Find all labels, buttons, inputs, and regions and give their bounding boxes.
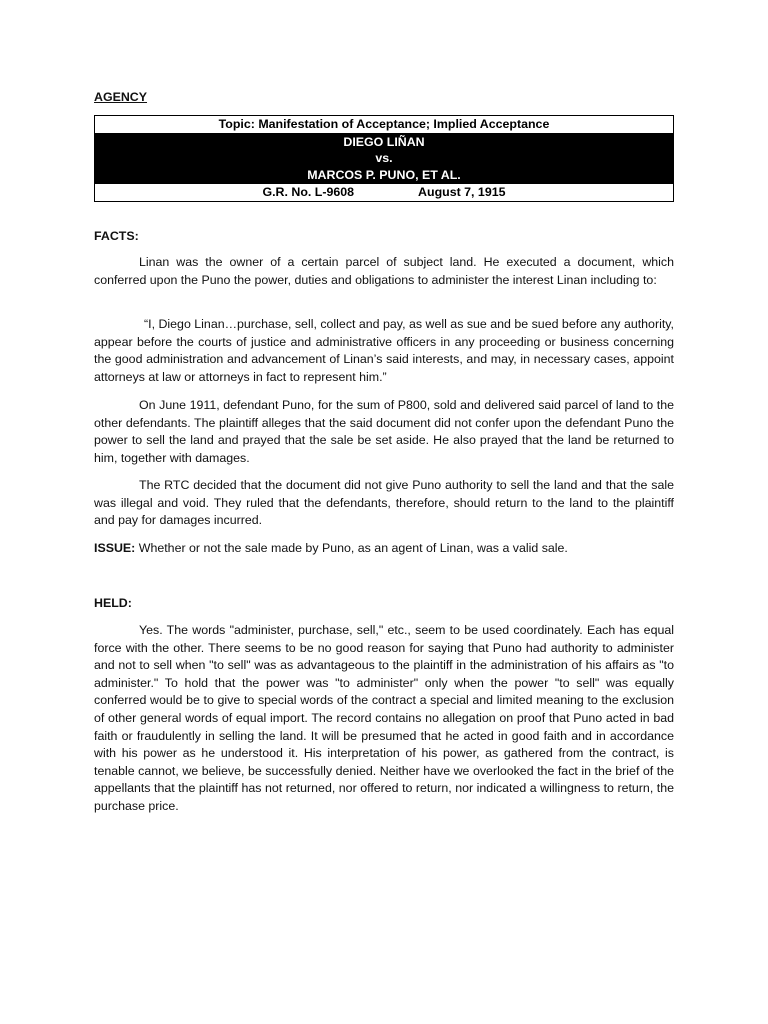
petitioner-name: DIEGO LIÑAN xyxy=(95,134,673,151)
facts-heading: FACTS: xyxy=(94,229,139,243)
issue-paragraph xyxy=(94,540,674,558)
case-topic: Topic: Manifestation of Acceptance; Implied Acceptance xyxy=(95,116,673,134)
held-heading: HELD: xyxy=(94,596,132,610)
facts-paragraph-4: The RTC decided that the document did not give Puno authority to sell the land and that the sale was illegal and void. They ruled that the defendants, therefore, should return to the land to the plaintiff and pay for damages incurred. xyxy=(94,478,674,528)
versus-label: vs. xyxy=(95,150,673,167)
respondent-name: MARCOS P. PUNO, ET AL. xyxy=(95,167,673,184)
issue-label: ISSUE: xyxy=(94,541,136,555)
case-caption-table xyxy=(94,115,674,202)
gr-number: G.R. No. L-9608 xyxy=(262,185,355,199)
facts-paragraph-1: Linan was the owner of a certain parcel of subject land. He executed a document, which conferred upon the Puno the power, duties and obligations to administer the interest Linan including to: xyxy=(94,255,674,287)
issue-text: Whether or not the sale made by Puno, as an agent of Linan, was a valid sale. xyxy=(135,541,568,555)
facts-quote-paragraph: “I, Diego Linan…purchase, sell, collect and pay, as well as sue and be sued before any authority, appear before the courts of justice and administrative officers in any proceeding or business concerning the good administration and advancement of Linan’s said interests, and may, in necessary cases, appoint attorneys at law or attorneys in fact to represent him.” xyxy=(94,317,674,384)
decision-date: August 7, 1915 xyxy=(418,185,506,199)
held-paragraph: Yes. The words "administer, purchase, sell," etc., seem to be used coordinately. Each has equal force with the other. There seems to be no good reason for saying that Puno had authority to administer and not to sell when "to sell" was as advantageous to the plaintiff in the administration of his affairs as "to administer." To hold that the power was "to administer" only when the power "to sell" was equally conferred would be to give to special words of the contract a special and limited meaning to the exclusion of other general words of equal import. The record contains no allegation on proof that Puno acted in bad faith or fraudulently in selling the land. It will be presumed that he acted in good faith and in accordance with his power as he understood it. His interpretation of his power, as gathered from the contract, is tenable cannot, we believe, be successfully denied. Neither have we overlooked the fact in the brief of the appellants that the plaintiff has not returned, nor offered to return, nor indicated a willingness to return, the purchase price. xyxy=(94,623,674,813)
case-reference-row xyxy=(95,183,673,201)
facts-paragraph-3: On June 1911, defendant Puno, for the sum of P800, sold and delivered said parcel of land to the other defendants. The plaintiff alleges that the said document did not confer upon the defendant Puno the power to sell the land and prayed that the sale be set aside. He also prayed that the land be returned to him, together with damages. xyxy=(94,398,674,465)
section-heading: AGENCY xyxy=(94,90,148,104)
